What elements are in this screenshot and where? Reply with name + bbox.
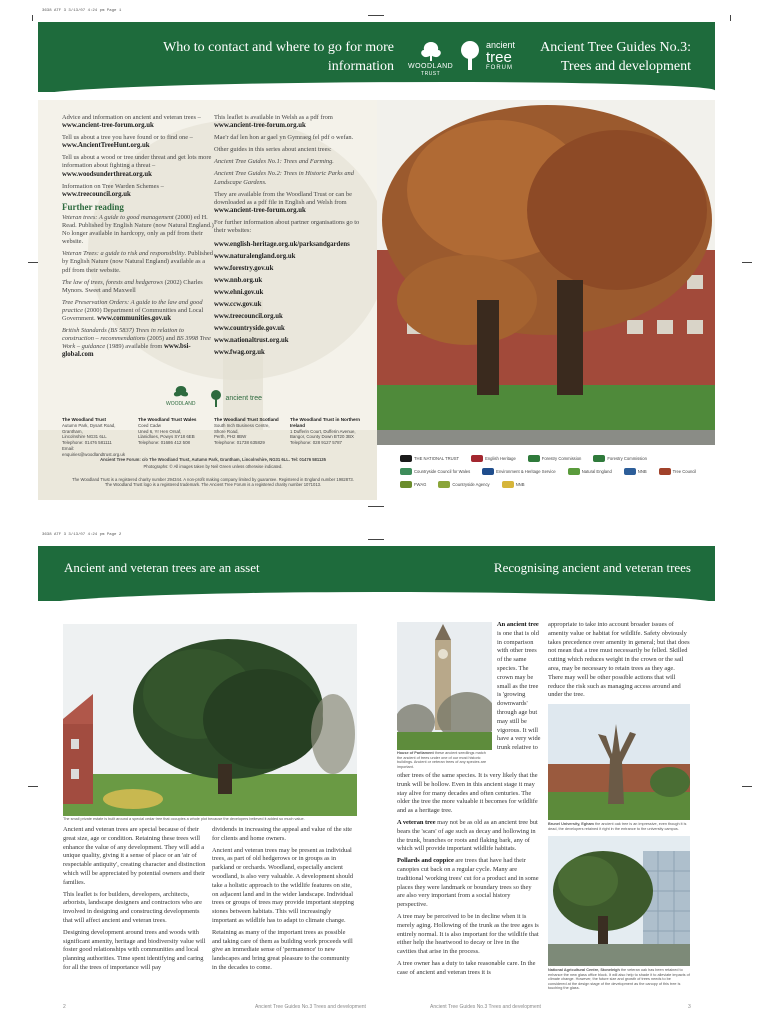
asset-para: Retaining as many of the important trees as possible and taking care of them as building work proceeds will give an immediate sense of 'permanence' to new landscapes and bring great pleasure to the community in the decades to come. — [212, 928, 353, 971]
partner-logo — [482, 468, 556, 475]
reading-3-title: The law of trees, forests and hedgerows — [62, 278, 164, 286]
atf-word-ancient: ancient — [486, 40, 516, 50]
welsh-note-text: This leaflet is available in Welsh as a pdf from — [214, 114, 333, 121]
asset-title: Ancient and veteran trees are an asset — [64, 560, 260, 575]
partner-swatch — [502, 481, 514, 488]
brunel-caption-title: Brunel University, Egham — [548, 822, 594, 826]
partner-url[interactable]: www.countryside.gov.uk — [214, 325, 285, 333]
partner-logo — [624, 468, 647, 475]
mini-wt-text: WOODLAND — [166, 401, 196, 407]
guide-title-line1: Ancient Tree Guides No.3: — [540, 40, 691, 55]
oak-leaf-icon — [418, 40, 444, 62]
asset-para: Ancient and veteran trees may be present as individual trees, as part of old hedgerows or in groups as in parkland or orchards. Woodland, especially ancient woodland, is also very valuable. A development should take a holistic approach to the wildlife features on site, on adjacent land and in the wider landscape. Individual trees or groups of trees may provide important stepping stones between habitats. This will increasingly important as wildlife has to adapt to climate change. — [212, 846, 354, 924]
oak-leaf-icon — [172, 385, 190, 399]
partner-logo — [471, 455, 516, 462]
photo-credit: Photographs: © All images taken by Neil Green unless otherwise indicated. — [143, 464, 283, 469]
reading-5-mid: (2005) and — [145, 335, 177, 343]
footer-title-left: Ancient Tree Guides No.3 Trees and development — [255, 1004, 366, 1010]
partner-name: FWAG — [414, 482, 427, 487]
info-column-b — [214, 114, 368, 359]
decline-para: A tree may be perceived to be in decline when it is merely aging. Hollowing of the trunk as the tree ages is entirely normal. It is also important for the wildlife that either help the heartwood to decay or live in the cavities that arise in the process. — [397, 912, 539, 956]
partner-swatch — [624, 468, 636, 475]
partner-logo — [400, 455, 459, 462]
partner-swatch — [400, 468, 412, 475]
partner-url[interactable]: www.treecouncil.org.uk — [214, 313, 283, 321]
guide-title-line2: Trees and development — [560, 59, 691, 74]
brunel-caption — [548, 822, 690, 831]
woodland-trust-text: WOODLAND — [408, 63, 454, 70]
welsh-translation: Mae'r daf len hon ar gael yn Gymraeg fel pdf o wefan. — [214, 134, 354, 142]
crop-mark — [730, 15, 731, 21]
info-p4-text: Information on Tree Warden Schemes – — [62, 182, 164, 190]
address-name: The Woodland Trust in Northern Ireland — [290, 417, 361, 428]
partner-logos — [400, 455, 700, 488]
address-line: Llanidloes, Powys SY18 6EB — [138, 434, 195, 440]
address-name: The Woodland Trust Scotland — [214, 417, 279, 422]
partner-name: Natural England — [581, 469, 612, 474]
partner-name: Countryside Council for Wales — [414, 469, 471, 474]
contact-title: Who to contact and where to go for more information — [163, 40, 394, 74]
parliament-caption-text: these ancient seedlings match the ancient of trees under one of our most historic buildings. Ancient or veteran trees of any species are important. — [397, 751, 487, 769]
cedar-estate-photo — [63, 624, 357, 816]
crop-mark — [368, 539, 384, 540]
band-wave — [38, 82, 715, 96]
address-line: South Inch Business Centre, — [214, 422, 270, 428]
partner-swatch — [400, 455, 412, 462]
address-name: The Woodland Trust Wales — [138, 417, 197, 422]
partner-swatch — [659, 468, 671, 475]
atf-word-forum: FORUM — [486, 65, 513, 71]
address-line: 1 Dufferin Court, Dufferin Avenue, — [290, 428, 356, 434]
address-line: Telephone: 028 9127 5787 — [290, 440, 343, 446]
reading-1 — [62, 214, 214, 246]
print-mark-top: 3638 ATF 3 3/13/07 4:24 pm Page 1 — [42, 9, 122, 13]
mini-logos — [166, 385, 262, 407]
cedar-tree-illustration — [63, 624, 357, 816]
crop-mark — [368, 15, 384, 16]
partner-url[interactable]: www.nationaltrust.org.uk — [214, 337, 289, 345]
reading-5-rest: (1989) available from — [105, 343, 164, 351]
safety-para: appropriate to take into account broader issues of amenity value or habitat for wildlife. Safety obviously takes precedence over amenity in general; but that does not mean that a tree must necessarily be felled. Skilled cutting which reduces weight in the crown or the sail area, may be necessary to retain trees as they age. There may well be other possible actions that will reduce the risk such as managing access around and under the tree. — [548, 621, 690, 699]
info-p3 — [62, 154, 214, 178]
page-number-right: 3 — [688, 1004, 691, 1010]
download-note — [214, 191, 368, 215]
reading-4 — [62, 299, 214, 323]
partner-swatch — [438, 481, 450, 488]
reading-5-title2: BS 3998 Tree Work – guidance — [62, 335, 211, 351]
address-line: Email: enquiries@woodlandtrust.org.uk — [62, 445, 126, 457]
asset-para: This leaflet is for builders, developers, architects, arborists, landscape designers and contractors who are involved in designing and constructing developments that will affect ancient and veteran trees. — [63, 890, 202, 924]
address-row — [62, 417, 362, 458]
reading-2-rest: . Published by English Nature (now Natural England) available as a pdf from their website. — [62, 250, 213, 274]
partner-url[interactable]: www.fwag.org.uk — [214, 349, 265, 357]
recognising-title: Recognising ancient and veteran trees — [493, 560, 691, 575]
crop-mark — [28, 262, 38, 263]
address-line: Telephone: 01738 635829 — [214, 440, 265, 446]
mini-atf-text: ancient tree — [225, 394, 263, 402]
asset-para: dividends in increasing the appeal and value of the site for clients and home owners. — [212, 826, 353, 842]
parliament-caption — [397, 751, 492, 769]
atf-word-tree: tree — [486, 49, 512, 66]
partner-url[interactable]: www.naturalengland.org.uk — [214, 253, 296, 261]
address-line: Shore Road, — [214, 428, 239, 434]
cedar-caption: The small private estate is built around a special cedar tree that occupies a whole plot because the developers believed it added so much value. — [63, 817, 305, 821]
partner-swatch — [471, 455, 483, 462]
asset-para: Designing development around trees and woods with significant amenity, heritage and biodiversity value will foster good relationships with communities and local planning authorities. Time spent identifying and caring for all the trees of importance will pay — [63, 928, 206, 971]
brunel-caption-text: the ancient oak tree is an impressive, even though it is dead, the developers retained it right in the entrance to the university campus. — [548, 822, 687, 831]
ancient-tree-forum-logo — [457, 40, 515, 72]
link-communities[interactable]: www.communities.gov.uk — [97, 314, 171, 322]
partner-name: Countryside Agency — [452, 482, 490, 487]
address-block — [62, 417, 134, 458]
mini-atf-logo — [209, 389, 262, 407]
partner-name: Tree Council — [672, 469, 697, 474]
charity-note: The Woodland Trust is a registered charity number 294344. A non-profit making company limited by guarantee. Registered in England number 1982873. The Woodland Trust logo is a registered trademark. The Ancient Tree Forum is a registered charity number 1071013. — [72, 477, 354, 488]
parliament-photo — [397, 622, 492, 750]
dead-oak-illustration — [548, 704, 690, 820]
reading-3 — [62, 279, 214, 295]
header-band-top — [38, 22, 715, 92]
partner-logo — [400, 468, 470, 475]
duty-para: A tree owner has a duty to take reasonable care. In the case of ancient and veteran trees it is — [397, 959, 536, 976]
tree-icon — [209, 389, 223, 407]
stoneleigh-caption-text: the veteran oak has been retained to enhance the new glass office block. It will also help to shade it to alleviate impacts of climate change. However, the future size and growth of trees needs to be considered at the design stage of the development as the canopy of this tree is touching the glass. — [548, 968, 690, 991]
print-mark-bottom: 3638 ATF 3 3/13/07 4:24 pm Page 2 — [42, 533, 122, 537]
pollard-text: are trees that have had their canopies cut back on a regular cycle. Many are traditional 'working trees' cut for a product and in some places they were landmark or boundary trees so they are also very important from a social history perspective. — [397, 857, 539, 909]
link-atf-download[interactable]: www.ancient-tree-forum.org.uk — [214, 206, 306, 214]
info-p3-text: Tell us about a wood or tree under threat and get lots more information about fighting a threat – — [62, 154, 212, 170]
partner-url[interactable]: www.english-heritage.org.uk/parksandgardens — [214, 241, 350, 249]
link-woods-under-threat[interactable]: www.woodsunderthreat.org.uk — [62, 170, 152, 178]
further-reading-heading: Further reading — [62, 201, 124, 212]
address-block — [290, 417, 362, 458]
pollard-term: Pollards and coppice — [397, 857, 454, 865]
guide-2-title: Ancient Tree Guides No.2: Trees in Historic Parks and Landscape Gardens. — [214, 170, 354, 186]
partner-logo — [502, 481, 525, 488]
asset-column-1 — [63, 826, 207, 976]
tree-icon — [457, 40, 483, 72]
address-line: Telephone: 01476 581111 — [62, 440, 112, 446]
info-p2-text: Tell us about a tree you have found or to find one – — [62, 134, 193, 142]
partner-swatch — [400, 481, 412, 488]
mini-woodland-trust-logo — [166, 385, 195, 407]
hero-tree-photo — [377, 100, 715, 445]
pollard-definition — [397, 857, 540, 910]
partner-name: NNB — [637, 469, 647, 474]
address-line: Coed Cadw — [138, 422, 161, 428]
crop-mark — [742, 262, 752, 263]
address-line: Telephone: 01686 412 508 — [138, 440, 191, 446]
partners-intro: For further information about partner organisations go to their websites: — [214, 218, 360, 235]
link-ancient-tree-hunt[interactable]: www.AncientTreeHunt.org.uk — [62, 142, 150, 150]
reading-5 — [62, 327, 214, 359]
partner-url[interactable]: www.nnb.org.uk — [214, 277, 263, 285]
ancient-text: is one that is old in comparison with other trees of the same species. The crown may be small as the tree is 'growing downwards' through age but may still be vigorous. It will have a very wide trunk relative to — [497, 629, 541, 752]
welsh-note — [214, 114, 368, 130]
guide-1-title: Ancient Tree Guides No.1: Trees and Farming. — [214, 158, 334, 166]
info-p4 — [62, 183, 214, 199]
header-band-bottom — [38, 546, 715, 601]
address-line: Bangor, County Down BT20 3BX — [290, 434, 354, 440]
crop-mark — [368, 506, 384, 507]
crop-mark — [32, 15, 33, 21]
atf-contact-line: Ancient Tree Forum: c/o The Woodland Trust, Autumn Park, Grantham, Lincolnshire, NG31 6LL. Tel: 01476 581135 — [100, 457, 326, 462]
partner-name: NNB — [515, 482, 525, 487]
address-name: The Woodland Trust — [62, 417, 107, 422]
asset-para: Ancient and veteran trees are special because of their great size, age or condition. Retaining these trees will enhance the value of any development. They will add a unique quality, giving it a sense of place or an 'air of respectable antiquity', creating character and distinction which will be appreciated by potential owners and their families. — [63, 826, 206, 886]
partner-name: English Heritage — [485, 456, 516, 461]
asset-column-2 — [212, 826, 356, 976]
partner-logo — [593, 455, 647, 462]
veteran-text: may not be as old as an ancient tree but bears the 'scars' of age such as decay and hollowing in the trunk, branches or roots and flaking bark, any of which will provide important wildlife habitats. — [397, 818, 538, 853]
partner-logo — [528, 455, 582, 462]
address-block — [138, 417, 210, 458]
partner-name: Environment & Heritage Service — [496, 469, 556, 474]
recognise-column-right — [548, 621, 690, 703]
ancient-definition — [497, 621, 543, 753]
reading-5-title: British Standards (BS 5837) Trees in relation to construction – recommendations — [62, 327, 184, 343]
partner-name: Forestry Commission — [607, 456, 647, 461]
partner-swatch — [482, 468, 494, 475]
woodland-trust-sub: TRUST — [421, 71, 441, 77]
address-line: Grantham, — [62, 428, 83, 434]
ancient-definition-start — [497, 621, 543, 756]
reading-2-title: Veteran Trees: a guide to risk and responsibility — [62, 250, 185, 258]
page-number-left: 2 — [63, 1004, 66, 1010]
big-ben-illustration — [397, 622, 492, 750]
reading-3-rest: (2002) Charles Mynors. Sweet and Maxwell — [62, 278, 203, 294]
address-line: Lincolnshire NG31 6LL — [62, 434, 107, 440]
partner-logo — [659, 468, 697, 475]
info-column-a — [62, 114, 214, 363]
link-atf-welsh[interactable]: www.ancient-tree-forum.org.uk — [214, 122, 306, 130]
parliament-caption-title: House of Parliament — [397, 751, 434, 755]
band-wave — [38, 592, 715, 606]
other-guides-intro: Other guides in this series about ancient trees: — [214, 146, 332, 154]
oak-glass-building-illustration — [548, 836, 690, 966]
veteran-definition — [397, 819, 540, 854]
download-note-text: They are available from the Woodland Trust or can be downloaded as a pdf file in English and Welsh from — [214, 190, 352, 206]
guide-1 — [214, 158, 368, 166]
guide-title — [511, 38, 691, 76]
ancient-term: An ancient tree — [497, 621, 539, 628]
crop-mark — [742, 786, 752, 787]
info-p1-text: Advice and information on ancient and veteran trees – — [62, 114, 201, 121]
reading-1-title: Veteran trees: A guide to good management — [62, 213, 174, 221]
partner-logo — [568, 468, 612, 475]
contact-info-page — [38, 100, 377, 500]
partner-url[interactable]: www.ehni.gov.uk — [214, 289, 264, 297]
partner-url[interactable]: www.forestry.gov.uk — [214, 265, 274, 273]
partner-logo — [438, 481, 489, 488]
partner-url[interactable]: www.ccw.gov.uk — [214, 301, 262, 309]
reading-1-rest: (2000) ed H. Read. Published by English Nature (now Natural England.) No longer available in hardcopy, only as pdf from their website. — [62, 213, 214, 246]
partner-swatch — [568, 468, 580, 475]
link-tree-council[interactable]: www.treecouncil.org.uk — [62, 190, 131, 198]
reading-4-title: Tree Preservation Orders: A guide to the law and good practice — [62, 298, 203, 314]
recognise-column-left — [397, 772, 540, 981]
reading-2 — [62, 250, 214, 274]
stoneleigh-caption-title: National Agricultural Centre, Stoneleigh — [548, 968, 620, 972]
brunel-photo — [548, 704, 690, 820]
info-p1 — [62, 114, 214, 130]
partner-swatch — [593, 455, 605, 462]
address-line: Autumn Park, Dysart Road, — [62, 422, 116, 428]
guide-2 — [214, 170, 368, 186]
ancient-continued: other trees of the same species. It is very likely that the trunk will be hollow. Even in this ancient stage it may stay alive for many decades and often centuries. The older the tree the more valuable it becomes for wildlife and as a heritage tree. — [397, 772, 538, 815]
partner-name: Forestry Commission — [541, 456, 582, 461]
partner-name: THE NATIONAL TRUST — [414, 456, 460, 461]
link-ancient-tree-forum[interactable]: www.ancient-tree-forum.org.uk — [62, 122, 154, 130]
address-line: Uned 6, Yr Hen Orsaf, — [138, 428, 182, 434]
link-bsi[interactable]: www.bsi-global.com — [62, 343, 191, 359]
stoneleigh-caption — [548, 968, 690, 991]
crop-mark — [28, 786, 38, 787]
woodland-trust-logo — [408, 40, 453, 77]
stoneleigh-photo — [548, 836, 690, 966]
partner-logo — [400, 481, 426, 488]
address-line: Perth, PH2 8BW — [214, 434, 247, 440]
partner-swatch — [528, 455, 540, 462]
address-block — [214, 417, 286, 458]
footer-title-right: Ancient Tree Guides No.3 Trees and development — [430, 1004, 541, 1010]
veteran-term: A veteran tree — [397, 818, 436, 826]
reading-4-rest: (2000) Department of Communities and Local Government. — [62, 306, 204, 322]
autumn-tree-illustration — [377, 100, 715, 445]
info-p2 — [62, 134, 214, 150]
